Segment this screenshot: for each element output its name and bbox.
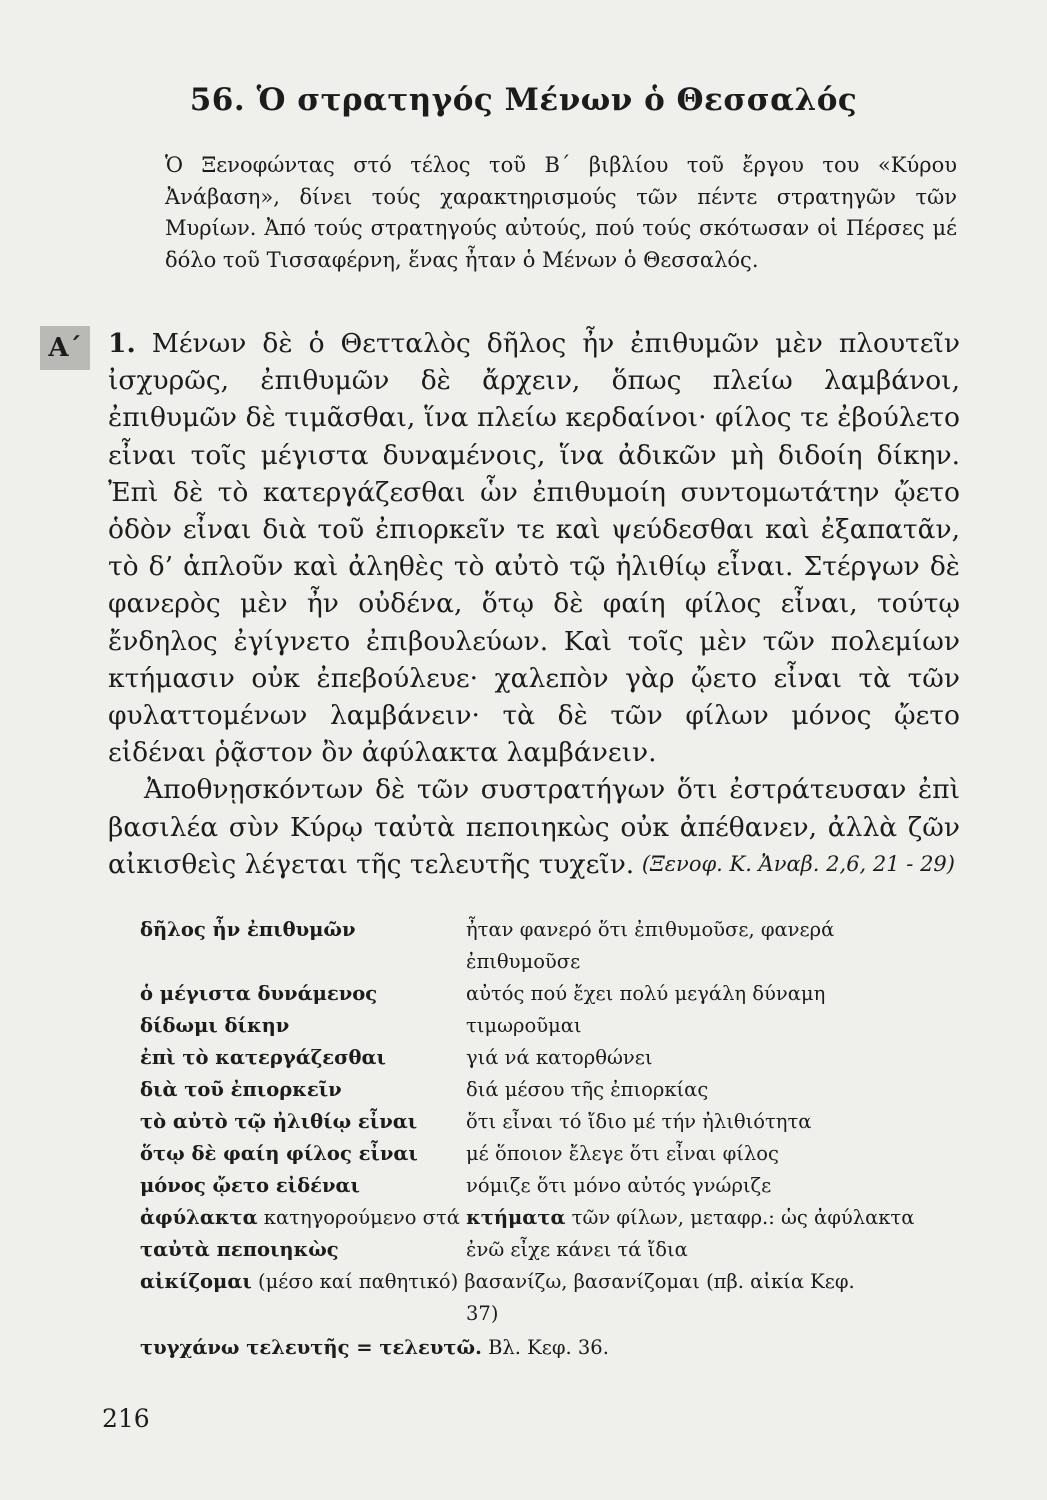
glossary-entry xyxy=(140,1074,962,1106)
paragraph-1-text: Μένων δὲ ὁ Θετταλὸς δῆλος ἦν ἐπιθυμῶν μὲν πλουτεῖν ἰσχυρῶς, ἐπιθυμῶν δὲ ἄρχειν, ὅπως πλείω λαμβάνοι, ἐπιθυμῶν δὲ τιμᾶσθαι, ἵνα πλείω κερδαίνοι· φίλος τε ἐβούλετο εἶναι τοῖς μέγιστα δυναμένοις, ἵνα ἀδικῶν μὴ διδοίη δίκην. Ἐπὶ δὲ τὸ κατεργάζεσθαι ὧν ἐπιθυμοίη συντομωτάτην ᾤετο ὁδὸν εἶναι διὰ τοῦ ἐπιορκεῖν τε καὶ ψεύδεσθαι καὶ ἐξαπατᾶν, τὸ δ’ ἁπλοῦν καὶ ἀληθὲς τὸ αὐτὸ τῷ ἠλιθίῳ εἶναι. Στέργων δὲ φανερὸς μὲν ἦν οὐδένα, ὅτῳ δὲ φαίη φίλος εἶναι, τούτῳ ἔνδηλος ἐγίγνετο ἐπιβουλεύων. Καὶ τοῖς μὲν τῶν πολεμίων κτήμασιν οὐκ ἐπεβούλευε· χαλεπὸν γὰρ ᾤετο εἶναι τὰ τῶν φυλαττομένων λαμβάνειν· τὰ δὲ τῶν φίλων μόνος ᾤετο εἰδέναι ῥᾷστον ὂν ἀφύλακτα λαμβάνειν. xyxy=(108,328,960,769)
glossary-entry xyxy=(140,1010,962,1042)
main-text xyxy=(108,325,960,883)
page-title: 56. Ὁ στρατηγός Μένων ὁ Θεσσαλός xyxy=(189,82,858,118)
intro-text: Ὁ Ξενοφώντας στό τέλος τοῦ Β΄ βιβλίου τοῦ ἔργου του «Κύρου Ἀνάβαση», δίνει τούς χαρακτηρισμούς τῶν πέντε στρατηγῶν τῶν Μυρίων. Ἀπό τούς στρατηγούς αὐτούς, πού τούς σκότωσαν οἱ Πέρσες μέ δόλο τοῦ Τισσαφέρνη, ἕνας ἦταν ὁ Μένων ὁ Θεσσαλός. xyxy=(165,153,957,272)
glossary-definition: ἦταν φανερό ὅτι ἐπιθυμοῦσε, φανερά xyxy=(466,918,835,941)
glossary xyxy=(140,914,962,1330)
glossary-definition: ὅτι εἶναι τό ἴδιο μέ τήν ἠλιθιότητα xyxy=(466,1110,812,1133)
glossary-definition: ἐνῶ εἶχε κάνει τά ἴδια xyxy=(466,1238,688,1261)
glossary-entry xyxy=(140,914,962,946)
glossary-definition: τιμωροῦμαι xyxy=(466,1014,582,1037)
final-note xyxy=(140,1336,609,1359)
main-paragraph-2: Ἀποθνῃσκόντων δὲ τῶν συστρατήγων ὅτι ἐστράτευσαν ἐπὶ βασιλέα σὺν Κύρῳ ταὐτὰ πεποιηκὼς οὐκ ἀπέθανεν, ἀλλὰ ζῶν αἰκισθεὶς λέγεται τῆς τελευτῆς τυχεῖν. xyxy=(108,774,960,880)
intro-paragraph xyxy=(165,150,957,276)
glossary-definition: νόμιζε ὅτι μόνο αὐτός γνώριζε xyxy=(466,1174,772,1197)
glossary-definition-part: κατηγορούμενο στά xyxy=(257,1206,467,1229)
glossary-definition-part: τῶν φίλων, μεταφρ.: ὡς ἀφύλακτα xyxy=(565,1206,915,1229)
glossary-term: μόνος ᾤετο εἰδέναι xyxy=(140,1174,360,1197)
glossary-term: αἰκίζομαι xyxy=(140,1270,252,1293)
glossary-term: ἀφύλακτα xyxy=(140,1206,258,1229)
glossary-definition: (μέσο καί παθητικό) βασανίζω, βασανίζομαι (πβ. αἰκία Κεφ. xyxy=(251,1270,855,1293)
glossary-definition: αὐτός πού ἔχει πολύ μεγάλη δύναμη xyxy=(466,982,826,1005)
main-paragraph-1 xyxy=(108,325,960,771)
glossary-term: ταὐτὰ πεποιηκὼς xyxy=(140,1238,339,1261)
glossary-term: ἐπὶ τὸ κατεργάζεσθαι xyxy=(140,1046,386,1069)
paragraph-number: 1. xyxy=(108,328,136,359)
section-marker: Α΄ xyxy=(40,326,90,370)
glossary-entry xyxy=(140,978,962,1010)
glossary-definition-continued: ἐπιθυμοῦσε xyxy=(466,950,581,973)
glossary-entry xyxy=(140,1138,962,1170)
glossary-entry xyxy=(140,1042,962,1074)
glossary-term: ὁ μέγιστα δυνάμενος xyxy=(140,982,378,1005)
glossary-entry xyxy=(140,1170,962,1202)
glossary-term: ὅτῳ δὲ φαίη φίλος εἶναι xyxy=(140,1142,418,1165)
glossary-entry-aikizomai xyxy=(140,1266,962,1298)
final-note-rest: Βλ. Κεφ. 36. xyxy=(481,1336,609,1359)
glossary-definition: γιά νά κατορθώνει xyxy=(466,1046,653,1069)
glossary-definition: μέ ὅποιον ἔλεγε ὅτι εἶναι φίλος xyxy=(466,1142,779,1165)
page-number: 216 xyxy=(102,1404,150,1433)
final-note-bold: τυγχάνω τελευτῆς = τελευτῶ. xyxy=(140,1336,482,1359)
glossary-entry xyxy=(140,1234,962,1266)
glossary-entry xyxy=(140,1106,962,1138)
citation: (Ξενοφ. Κ. Ἀναβ. 2,6, 21 - 29) xyxy=(641,852,955,876)
glossary-definition-bold: κτήματα xyxy=(466,1206,566,1229)
glossary-definition: διά μέσου τῆς ἐπιορκίας xyxy=(466,1078,709,1101)
glossary-term: δῆλος ἦν ἐπιθυμῶν xyxy=(140,918,356,941)
glossary-term: δίδωμι δίκην xyxy=(140,1014,290,1037)
glossary-term: τὸ αὐτὸ τῷ ἠλιθίῳ εἶναι xyxy=(140,1110,418,1133)
glossary-term: διὰ τοῦ ἐπιορκεῖν xyxy=(140,1078,342,1101)
glossary-entry-afylakta xyxy=(140,1202,962,1234)
glossary-definition-continued: 37) xyxy=(466,1302,499,1325)
